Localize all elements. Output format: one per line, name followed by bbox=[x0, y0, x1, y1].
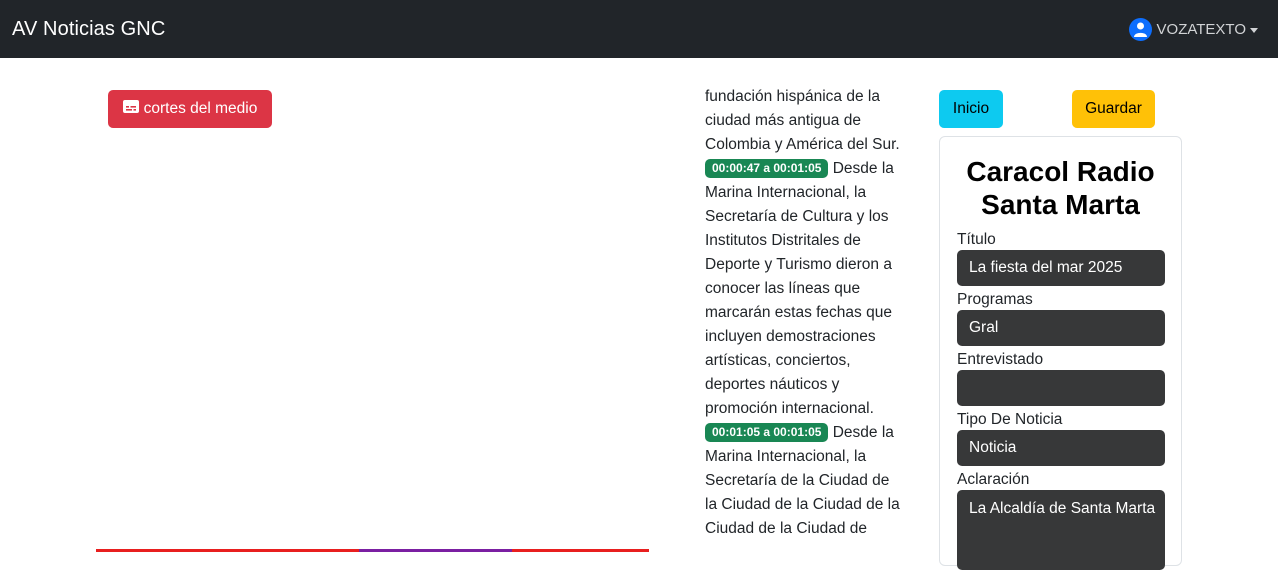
user-avatar-icon bbox=[1129, 18, 1152, 41]
transcript-segment-text: Desde la Marina Internacional, la Secretaría de la Ciudad de la Ciudad de la Ciudad de la Ciudad de la Ciudad de bbox=[705, 424, 900, 537]
transcript-panel bbox=[705, 85, 905, 552]
station-title: Caracol Radio Santa Marta bbox=[966, 156, 1155, 220]
titulo-label: Título bbox=[957, 231, 996, 248]
timestamp-badge[interactable]: 00:01:05 a 00:01:05 bbox=[705, 423, 828, 442]
aclaracion-textarea[interactable]: La Alcaldía de Santa Marta bbox=[957, 490, 1165, 570]
subtitles-icon bbox=[123, 100, 139, 118]
guardar-button[interactable]: Guardar bbox=[1072, 90, 1155, 128]
aclaracion-label: Aclaración bbox=[957, 471, 1030, 488]
cortes-del-medio-button[interactable] bbox=[108, 90, 272, 128]
programas-label: Programas bbox=[957, 291, 1033, 308]
entrevistado-input[interactable] bbox=[957, 370, 1165, 406]
inicio-button[interactable]: Inicio bbox=[939, 90, 1003, 128]
tipo-noticia-select[interactable]: Noticia bbox=[957, 430, 1165, 466]
news-form-card bbox=[939, 136, 1182, 566]
top-navbar bbox=[0, 0, 1278, 58]
chevron-down-icon bbox=[1250, 28, 1258, 33]
cortes-del-medio-label: cortes del medio bbox=[143, 100, 258, 117]
transcript-intro: fundación hispánica de la ciudad más antigua de Colombia y América del Sur. bbox=[705, 88, 900, 153]
entrevistado-label: Entrevistado bbox=[957, 351, 1044, 368]
tipo-noticia-label: Tipo De Noticia bbox=[957, 411, 1063, 428]
user-menu[interactable] bbox=[1129, 18, 1258, 41]
transcript-segment-text: Desde la Marina Internacional, la Secretaría de Cultura y los Institutos Distritales de Deporte y Turismo dieron a conocer las líneas que marcarán estas fechas que incluyen demostraciones artísticas, conciertos, deportes náuticos y promoción internacional. bbox=[705, 160, 894, 417]
brand-title[interactable]: AV Noticias GNC bbox=[12, 17, 166, 40]
timestamp-badge[interactable]: 00:00:47 a 00:01:05 bbox=[705, 159, 828, 178]
titulo-input[interactable]: La fiesta del mar 2025 bbox=[957, 250, 1165, 286]
user-name: VOZATEXTO bbox=[1156, 20, 1246, 38]
programas-select[interactable]: Gral bbox=[957, 310, 1165, 346]
